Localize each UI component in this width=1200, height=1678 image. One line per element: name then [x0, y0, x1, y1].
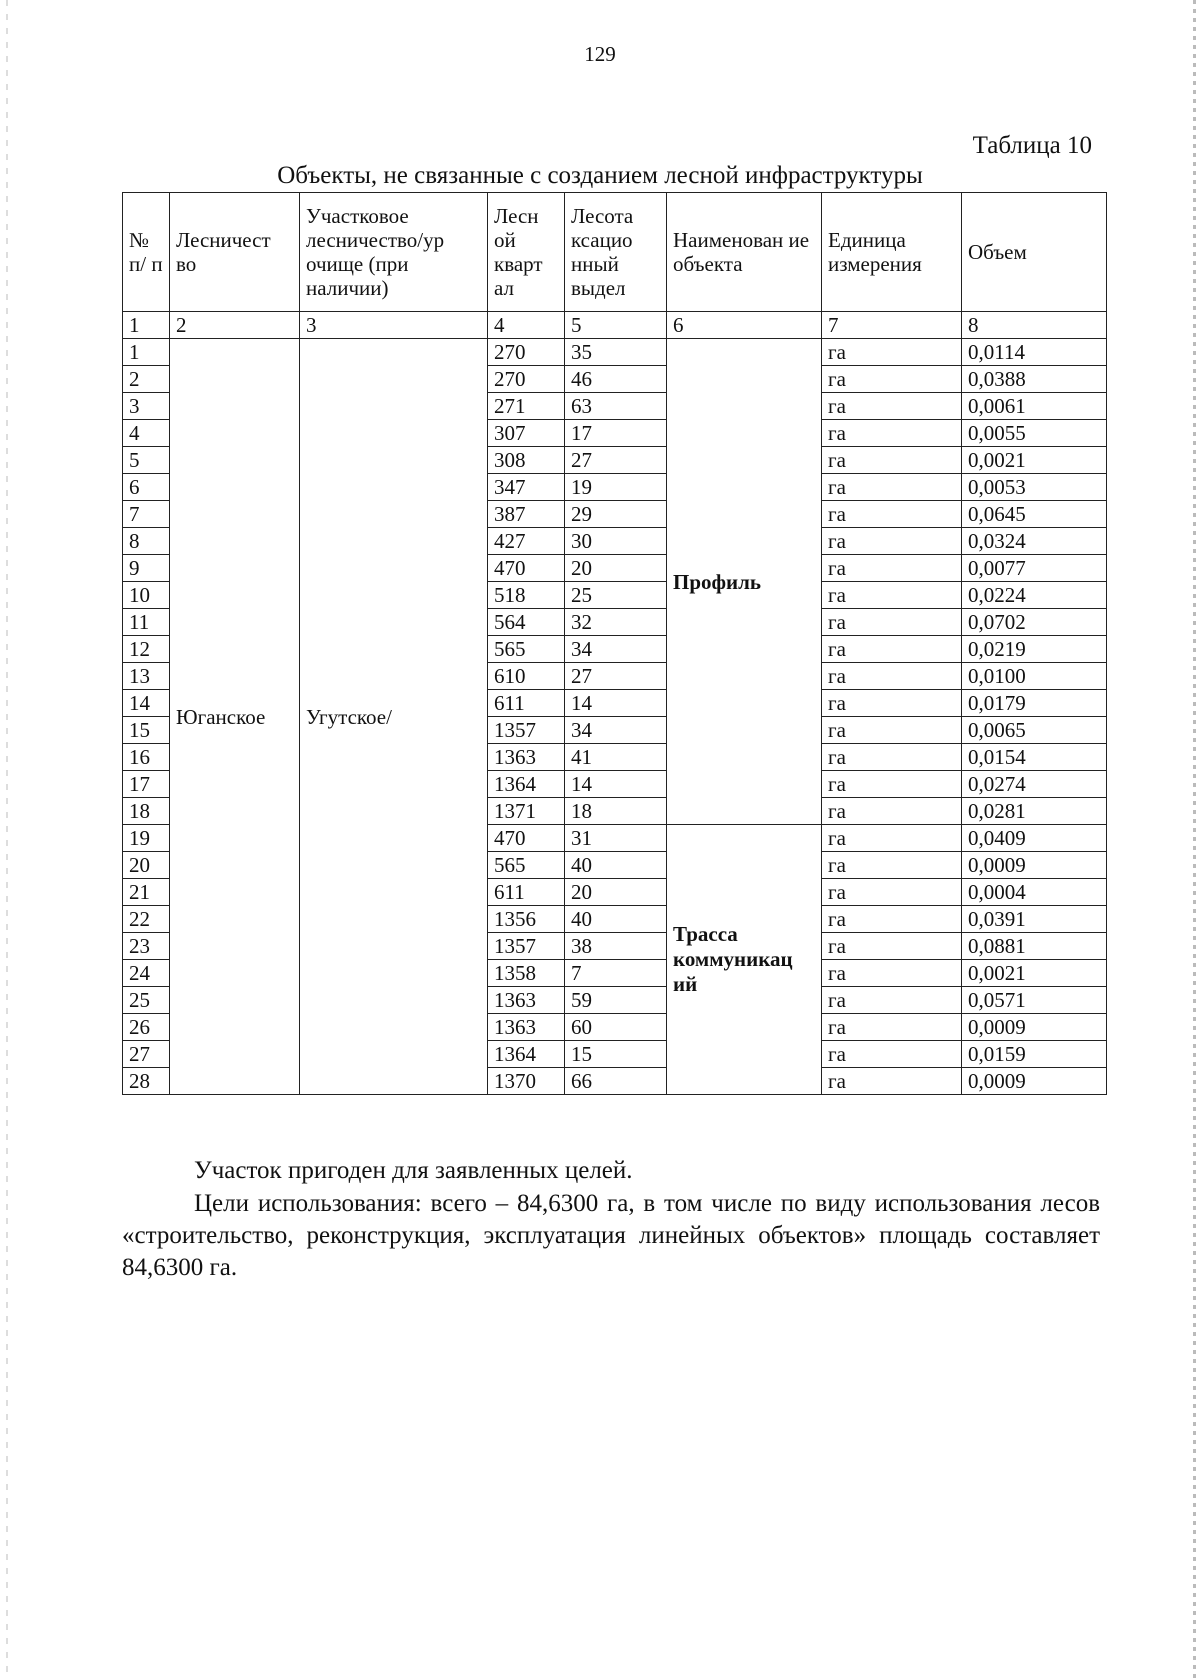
paragraph-suitability: Участок пригоден для заявленных целей.: [194, 1157, 633, 1184]
unit-cell: га: [822, 366, 962, 393]
unit-cell: га: [822, 528, 962, 555]
row-number: 24: [123, 960, 170, 987]
column-header: № п/ п: [123, 193, 170, 312]
row-number: 3: [123, 393, 170, 420]
quarter-cell: 387: [488, 501, 565, 528]
row-number: 11: [123, 609, 170, 636]
row-number: 27: [123, 1041, 170, 1068]
allotment-cell: 38: [565, 933, 667, 960]
allotment-cell: 35: [565, 339, 667, 366]
row-number: 20: [123, 852, 170, 879]
unit-cell: га: [822, 339, 962, 366]
quarter-cell: 1358: [488, 960, 565, 987]
allotment-cell: 7: [565, 960, 667, 987]
volume-cell: 0,0009: [962, 1068, 1107, 1095]
row-number: 8: [123, 528, 170, 555]
object-name-communications: Трасса коммуникац ий: [667, 825, 822, 1095]
quarter-cell: 1363: [488, 1014, 565, 1041]
allotment-cell: 63: [565, 393, 667, 420]
volume-cell: 0,0281: [962, 798, 1107, 825]
quarter-cell: 611: [488, 879, 565, 906]
row-number: 26: [123, 1014, 170, 1041]
quarter-cell: 1357: [488, 717, 565, 744]
volume-cell: 0,0009: [962, 852, 1107, 879]
column-number: 6: [667, 312, 822, 339]
row-number: 2: [123, 366, 170, 393]
unit-cell: га: [822, 636, 962, 663]
allotment-cell: 27: [565, 663, 667, 690]
volume-cell: 0,0388: [962, 366, 1107, 393]
quarter-cell: 271: [488, 393, 565, 420]
unit-cell: га: [822, 1014, 962, 1041]
allotment-cell: 46: [565, 366, 667, 393]
quarter-cell: 308: [488, 447, 565, 474]
volume-cell: 0,0021: [962, 447, 1107, 474]
row-number: 5: [123, 447, 170, 474]
volume-cell: 0,0645: [962, 501, 1107, 528]
unit-cell: га: [822, 771, 962, 798]
column-header: Лесота ксацио нный выдел: [565, 193, 667, 312]
district-cell: Угутское/: [300, 339, 488, 1095]
quarter-cell: 270: [488, 339, 565, 366]
table-title: Объекты, не связанные с созданием лесной инфраструктуры: [277, 162, 923, 189]
unit-cell: га: [822, 690, 962, 717]
column-number: 4: [488, 312, 565, 339]
column-header: Единица измерения: [822, 193, 962, 312]
objects-table: [122, 192, 1107, 1095]
object-name-profile: Профиль: [667, 339, 822, 825]
volume-cell: 0,0881: [962, 933, 1107, 960]
page-number: 129: [584, 42, 616, 66]
quarter-cell: 1371: [488, 798, 565, 825]
row-number: 15: [123, 717, 170, 744]
quarter-cell: 1364: [488, 1041, 565, 1068]
table-header: [123, 193, 1107, 339]
volume-cell: 0,0224: [962, 582, 1107, 609]
column-header: Лесн ой кварт ал: [488, 193, 565, 312]
row-number: 23: [123, 933, 170, 960]
allotment-cell: 41: [565, 744, 667, 771]
table-body: [123, 339, 1107, 1095]
column-number: 2: [170, 312, 300, 339]
scan-edge-right: [1193, 0, 1196, 1678]
row-number: 4: [123, 420, 170, 447]
quarter-cell: 1364: [488, 771, 565, 798]
unit-cell: га: [822, 1068, 962, 1095]
forestry-cell: Юганское: [170, 339, 300, 1095]
row-number: 18: [123, 798, 170, 825]
unit-cell: га: [822, 609, 962, 636]
column-number-row: [123, 312, 1107, 339]
unit-cell: га: [822, 987, 962, 1014]
unit-cell: га: [822, 933, 962, 960]
unit-cell: га: [822, 420, 962, 447]
allotment-cell: 19: [565, 474, 667, 501]
volume-cell: 0,0021: [962, 960, 1107, 987]
row-number: 19: [123, 825, 170, 852]
quarter-cell: 565: [488, 636, 565, 663]
unit-cell: га: [822, 1041, 962, 1068]
quarter-cell: 564: [488, 609, 565, 636]
quarter-cell: 610: [488, 663, 565, 690]
unit-cell: га: [822, 582, 962, 609]
allotment-cell: 32: [565, 609, 667, 636]
quarter-cell: 470: [488, 825, 565, 852]
allotment-cell: 15: [565, 1041, 667, 1068]
allotment-cell: 31: [565, 825, 667, 852]
unit-cell: га: [822, 906, 962, 933]
quarter-cell: 427: [488, 528, 565, 555]
volume-cell: 0,0114: [962, 339, 1107, 366]
unit-cell: га: [822, 744, 962, 771]
volume-cell: 0,0274: [962, 771, 1107, 798]
quarter-cell: 1363: [488, 744, 565, 771]
volume-cell: 0,0053: [962, 474, 1107, 501]
quarter-cell: 1356: [488, 906, 565, 933]
row-number: 1: [123, 339, 170, 366]
header-row: [123, 193, 1107, 312]
unit-cell: га: [822, 447, 962, 474]
volume-cell: 0,0702: [962, 609, 1107, 636]
volume-cell: 0,0009: [962, 1014, 1107, 1041]
quarter-cell: 1370: [488, 1068, 565, 1095]
unit-cell: га: [822, 825, 962, 852]
volume-cell: 0,0219: [962, 636, 1107, 663]
quarter-cell: 1357: [488, 933, 565, 960]
allotment-cell: 25: [565, 582, 667, 609]
volume-cell: 0,0159: [962, 1041, 1107, 1068]
row-number: 13: [123, 663, 170, 690]
volume-cell: 0,0391: [962, 906, 1107, 933]
row-number: 16: [123, 744, 170, 771]
volume-cell: 0,0571: [962, 987, 1107, 1014]
unit-cell: га: [822, 555, 962, 582]
allotment-cell: 34: [565, 636, 667, 663]
allotment-cell: 14: [565, 690, 667, 717]
unit-cell: га: [822, 852, 962, 879]
volume-cell: 0,0154: [962, 744, 1107, 771]
row-number: 22: [123, 906, 170, 933]
table-row: [123, 339, 1107, 366]
volume-cell: 0,0179: [962, 690, 1107, 717]
volume-cell: 0,0004: [962, 879, 1107, 906]
allotment-cell: 66: [565, 1068, 667, 1095]
quarter-cell: 565: [488, 852, 565, 879]
allotment-cell: 60: [565, 1014, 667, 1041]
unit-cell: га: [822, 474, 962, 501]
paragraph-usage-purpose: Цели использования: всего – 84,6300 га, в том числе по виду использования лесов «строительство, реконструкция, эксплуатация линейных объектов» площадь составляет 84,6300 га.: [122, 1190, 1100, 1281]
row-number: 9: [123, 555, 170, 582]
row-number: 7: [123, 501, 170, 528]
allotment-cell: 40: [565, 906, 667, 933]
allotment-cell: 18: [565, 798, 667, 825]
column-header: Наименован ие объекта: [667, 193, 822, 312]
row-number: 25: [123, 987, 170, 1014]
column-number: 8: [962, 312, 1107, 339]
quarter-cell: 347: [488, 474, 565, 501]
unit-cell: га: [822, 798, 962, 825]
column-number: 5: [565, 312, 667, 339]
quarter-cell: 270: [488, 366, 565, 393]
table-label: Таблица 10: [972, 132, 1092, 159]
column-header: Лесничест во: [170, 193, 300, 312]
column-number: 3: [300, 312, 488, 339]
allotment-cell: 20: [565, 555, 667, 582]
quarter-cell: 1363: [488, 987, 565, 1014]
allotment-cell: 27: [565, 447, 667, 474]
volume-cell: 0,0409: [962, 825, 1107, 852]
row-number: 14: [123, 690, 170, 717]
unit-cell: га: [822, 717, 962, 744]
column-number: 1: [123, 312, 170, 339]
unit-cell: га: [822, 393, 962, 420]
row-number: 12: [123, 636, 170, 663]
row-number: 6: [123, 474, 170, 501]
volume-cell: 0,0061: [962, 393, 1107, 420]
quarter-cell: 307: [488, 420, 565, 447]
allotment-cell: 59: [565, 987, 667, 1014]
quarter-cell: 470: [488, 555, 565, 582]
scan-edge-left: [6, 0, 8, 1678]
column-header: Объем: [962, 193, 1107, 312]
column-number: 7: [822, 312, 962, 339]
volume-cell: 0,0077: [962, 555, 1107, 582]
allotment-cell: 17: [565, 420, 667, 447]
volume-cell: 0,0324: [962, 528, 1107, 555]
row-number: 21: [123, 879, 170, 906]
unit-cell: га: [822, 879, 962, 906]
allotment-cell: 20: [565, 879, 667, 906]
row-number: 10: [123, 582, 170, 609]
row-number: 17: [123, 771, 170, 798]
quarter-cell: 518: [488, 582, 565, 609]
volume-cell: 0,0100: [962, 663, 1107, 690]
allotment-cell: 29: [565, 501, 667, 528]
volume-cell: 0,0065: [962, 717, 1107, 744]
volume-cell: 0,0055: [962, 420, 1107, 447]
column-header: Участковое лесничество/ур очище (при наличии): [300, 193, 488, 312]
allotment-cell: 40: [565, 852, 667, 879]
allotment-cell: 30: [565, 528, 667, 555]
unit-cell: га: [822, 501, 962, 528]
unit-cell: га: [822, 663, 962, 690]
allotment-cell: 34: [565, 717, 667, 744]
row-number: 28: [123, 1068, 170, 1095]
quarter-cell: 611: [488, 690, 565, 717]
allotment-cell: 14: [565, 771, 667, 798]
unit-cell: га: [822, 960, 962, 987]
